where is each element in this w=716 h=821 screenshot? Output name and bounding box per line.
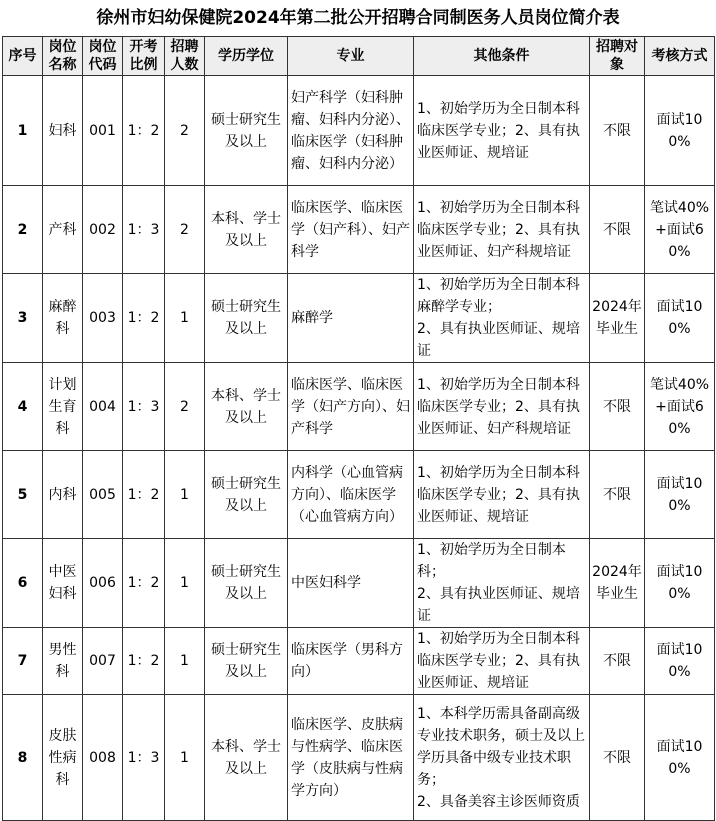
target-cell: 不限	[590, 186, 645, 274]
other-conditions-cell: 1、初始学历为全日制本科临床医学专业；2、具有执业医师证、规培证	[414, 76, 590, 186]
row-number-cell: 5	[3, 451, 43, 539]
position-code-cell: 001	[83, 76, 123, 186]
exam-ratio-cell: 1：2	[123, 274, 165, 363]
header-cell: 开考比例	[123, 37, 165, 76]
education-cell: 硕士研究生及以上	[205, 628, 288, 695]
exam-ratio-cell: 1：2	[123, 76, 165, 186]
exam-ratio-cell: 1：2	[123, 451, 165, 539]
table-row	[3, 186, 715, 274]
row-number-cell: 7	[3, 628, 43, 695]
education-cell: 本科、学士及以上	[205, 363, 288, 451]
assessment-cell: 面试100%	[645, 628, 715, 695]
education-cell: 硕士研究生及以上	[205, 274, 288, 363]
table-row	[3, 76, 715, 186]
target-cell: 不限	[590, 76, 645, 186]
page-title: 徐州市妇幼保健院2024年第二批公开招聘合同制医务人员岗位简介表	[96, 8, 620, 28]
assessment-cell: 面试100%	[645, 76, 715, 186]
major-cell: 妇产科学（妇科肿瘤、妇科内分泌）、临床医学（妇科肿瘤、妇科内分泌）	[288, 76, 414, 186]
header-cell: 其他条件	[414, 37, 590, 76]
target-cell: 不限	[590, 695, 645, 821]
assessment-cell: 笔试40%+面试60%	[645, 186, 715, 274]
exam-ratio-cell: 1：3	[123, 695, 165, 821]
education-cell: 硕士研究生及以上	[205, 76, 288, 186]
row-number-cell: 1	[3, 76, 43, 186]
row-number-cell: 8	[3, 695, 43, 821]
assessment-cell: 面试100%	[645, 451, 715, 539]
table-row	[3, 363, 715, 451]
target-cell: 不限	[590, 628, 645, 695]
exam-ratio-cell: 1：2	[123, 539, 165, 628]
target-cell: 不限	[590, 451, 645, 539]
position-name-cell: 麻醉科	[43, 274, 83, 363]
education-cell: 硕士研究生及以上	[205, 539, 288, 628]
position-name-cell: 中医妇科	[43, 539, 83, 628]
row-number-cell: 3	[3, 274, 43, 363]
exam-ratio-cell: 1：2	[123, 628, 165, 695]
header-cell: 专业	[288, 37, 414, 76]
position-code-cell: 002	[83, 186, 123, 274]
row-number-cell: 6	[3, 539, 43, 628]
major-cell: 临床医学、皮肤病与性病学、临床医学（皮肤病与性病学方向）	[288, 695, 414, 821]
position-name-cell: 妇科	[43, 76, 83, 186]
table-row	[3, 451, 715, 539]
target-cell: 不限	[590, 363, 645, 451]
table-row	[3, 539, 715, 628]
other-conditions-cell: 1、初始学历为全日制本科临床医学专业；2、具有执业医师证、规培证	[414, 628, 590, 695]
header-cell: 考核方式	[645, 37, 715, 76]
major-cell: 临床医学、临床医学（妇产科）、妇产科学	[288, 186, 414, 274]
position-code-cell: 006	[83, 539, 123, 628]
row-number-cell: 2	[3, 186, 43, 274]
assessment-cell: 面试100%	[645, 539, 715, 628]
header-cell: 招聘人数	[165, 37, 205, 76]
hire-count-cell: 2	[165, 363, 205, 451]
header-cell: 序号	[3, 37, 43, 76]
header-cell: 岗位代码	[83, 37, 123, 76]
education-cell: 本科、学士及以上	[205, 186, 288, 274]
position-code-cell: 005	[83, 451, 123, 539]
other-conditions-cell: 1、初始学历为全日制本科临床医学专业；2、具有执业医师证、规培证	[414, 451, 590, 539]
table-row	[3, 628, 715, 695]
target-cell: 2024年毕业生	[590, 274, 645, 363]
header-cell: 岗位名称	[43, 37, 83, 76]
position-code-cell: 008	[83, 695, 123, 821]
major-cell: 中医妇科学	[288, 539, 414, 628]
other-conditions-cell: 1、初始学历为全日制本科临床医学专业；2、具有执业医师证、妇产科规培证	[414, 363, 590, 451]
other-conditions-cell: 1、初始学历为全日制本科； 2、具有执业医师证、规培证	[414, 539, 590, 628]
hire-count-cell: 2	[165, 186, 205, 274]
header-cell: 学历学位	[205, 37, 288, 76]
position-code-cell: 004	[83, 363, 123, 451]
position-code-cell: 007	[83, 628, 123, 695]
major-cell: 内科学（心血管病方向）、临床医学（心血管病方向）	[288, 451, 414, 539]
position-name-cell: 计划生育科	[43, 363, 83, 451]
hire-count-cell: 1	[165, 695, 205, 821]
row-number-cell: 4	[3, 363, 43, 451]
other-conditions-cell: 1、初始学历为全日制本科麻醉学专业； 2、具有执业医师证、规培证	[414, 274, 590, 363]
major-cell: 临床医学、临床医学（妇产方向）、妇产科学	[288, 363, 414, 451]
assessment-cell: 面试100%	[645, 274, 715, 363]
hire-count-cell: 1	[165, 628, 205, 695]
position-name-cell: 产科	[43, 186, 83, 274]
assessment-cell: 笔试40%+面试60%	[645, 363, 715, 451]
major-cell: 临床医学（男科方向）	[288, 628, 414, 695]
exam-ratio-cell: 1：3	[123, 186, 165, 274]
hire-count-cell: 1	[165, 539, 205, 628]
table-row	[3, 274, 715, 363]
hire-count-cell: 2	[165, 76, 205, 186]
position-code-cell: 003	[83, 274, 123, 363]
other-conditions-cell: 1、初始学历为全日制本科临床医学专业；2、具有执业医师证、妇产科规培证	[414, 186, 590, 274]
other-conditions-cell: 1、本科学历需具备副高级专业技术职务，硕士及以上学历具备中级专业技术职务； 2、具备美容主诊医师资质	[414, 695, 590, 821]
header-cell: 招聘对象	[590, 37, 645, 76]
table-row	[3, 695, 715, 821]
position-name-cell: 皮肤性病科	[43, 695, 83, 821]
position-name-cell: 男性科	[43, 628, 83, 695]
target-cell: 2024年毕业生	[590, 539, 645, 628]
position-name-cell: 内科	[43, 451, 83, 539]
hire-count-cell: 1	[165, 274, 205, 363]
positions-table	[2, 36, 715, 821]
header-row	[3, 37, 715, 76]
assessment-cell: 面试100%	[645, 695, 715, 821]
hire-count-cell: 1	[165, 451, 205, 539]
major-cell: 麻醉学	[288, 274, 414, 363]
education-cell: 本科、学士及以上	[205, 695, 288, 821]
education-cell: 硕士研究生及以上	[205, 451, 288, 539]
exam-ratio-cell: 1：3	[123, 363, 165, 451]
